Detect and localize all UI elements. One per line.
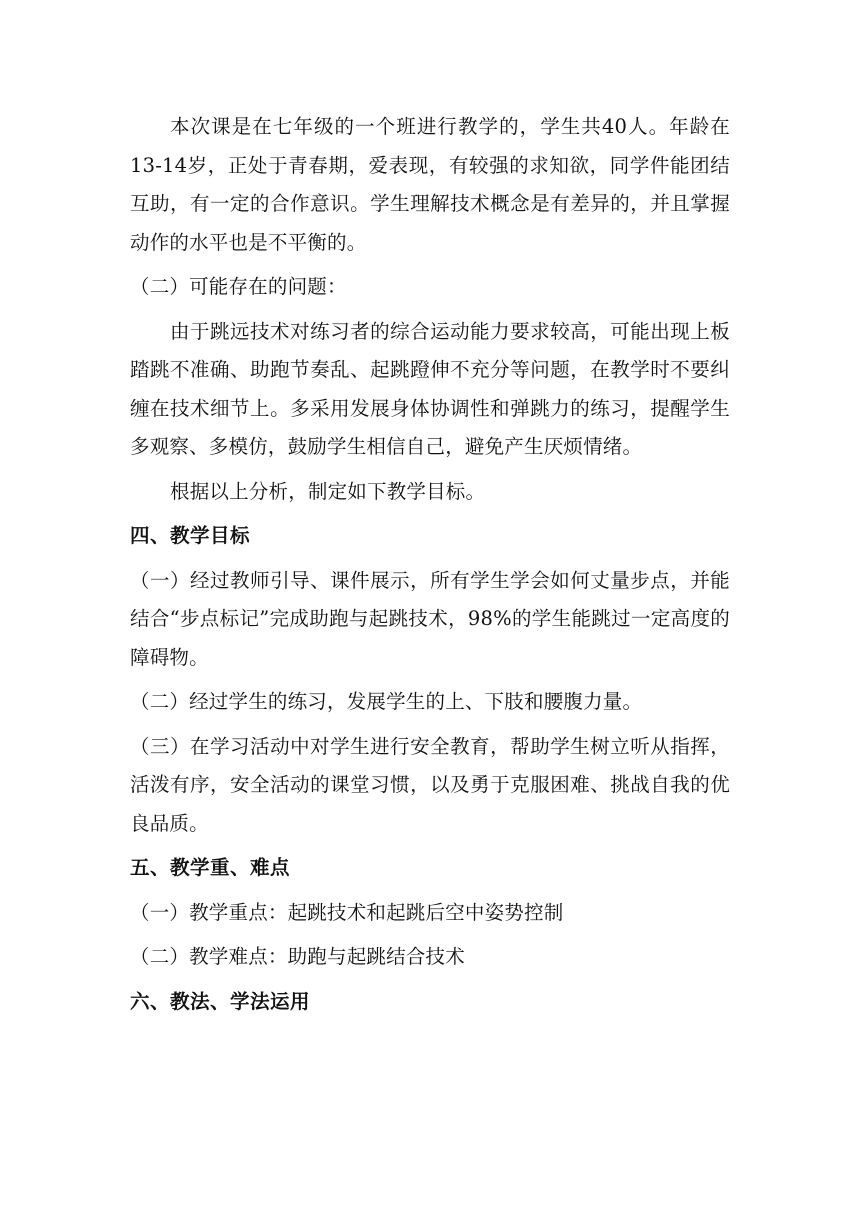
difficult-point-item: （二）教学难点：助跑与起跳结合技术 (130, 945, 465, 968)
goal-item-1: （一）经过教师引导、课件展示，所有学生学会如何丈量步点，并能结合“步点标记”完成助跑与起跳技术，98%的学生能跳过一定高度的障碍物。 (130, 568, 730, 669)
student-analysis-paragraph: 本次课是在七年级的一个班进行教学的，学生共40人。年龄在13-14岁，正处于青春期，爱表现，有较强的求知欲，同学件能团结互助，有一定的合作意识。学生理解技术概念是有差异的，并且掌握动作的水平也是不平衡的。 (130, 115, 730, 254)
document-page (130, 108, 730, 1021)
problems-paragraph: 由于跳远技术对练习者的综合运动能力要求较高，可能出现上板踏跳不准确、助跑节奏乱、起跳蹬伸不充分等问题，在教学时不要纠缠在技术细节上。多采用发展身体协调性和弹跳力的练习，提醒学生多观察、多模仿，鼓励学生相信自己，避免产生厌烦情绪。 (130, 319, 730, 458)
heading-methods: 六、教法、学法运用 (130, 989, 311, 1013)
goal-item-3: （三）在学习活动中对学生进行安全教育，帮助学生树立听从指挥，活泼有序，安全活动的课堂习惯，以及勇于克服困难、挑战自我的优良品质。 (130, 734, 730, 835)
goal-item-2: （二）经过学生的练习，发展学生的上、下肢和腰腹力量。 (130, 690, 643, 713)
analysis-conclusion-paragraph: 根据以上分析，制定如下教学目标。 (170, 479, 486, 503)
subheading-possible-problems: （二）可能存在的问题： (130, 275, 347, 298)
heading-teaching-goals: 四、教学目标 (130, 524, 251, 547)
key-point-item: （一）教学重点：起跳技术和起跳后空中姿势控制 (130, 900, 564, 924)
heading-key-difficult-points: 五、教学重、难点 (130, 856, 291, 879)
